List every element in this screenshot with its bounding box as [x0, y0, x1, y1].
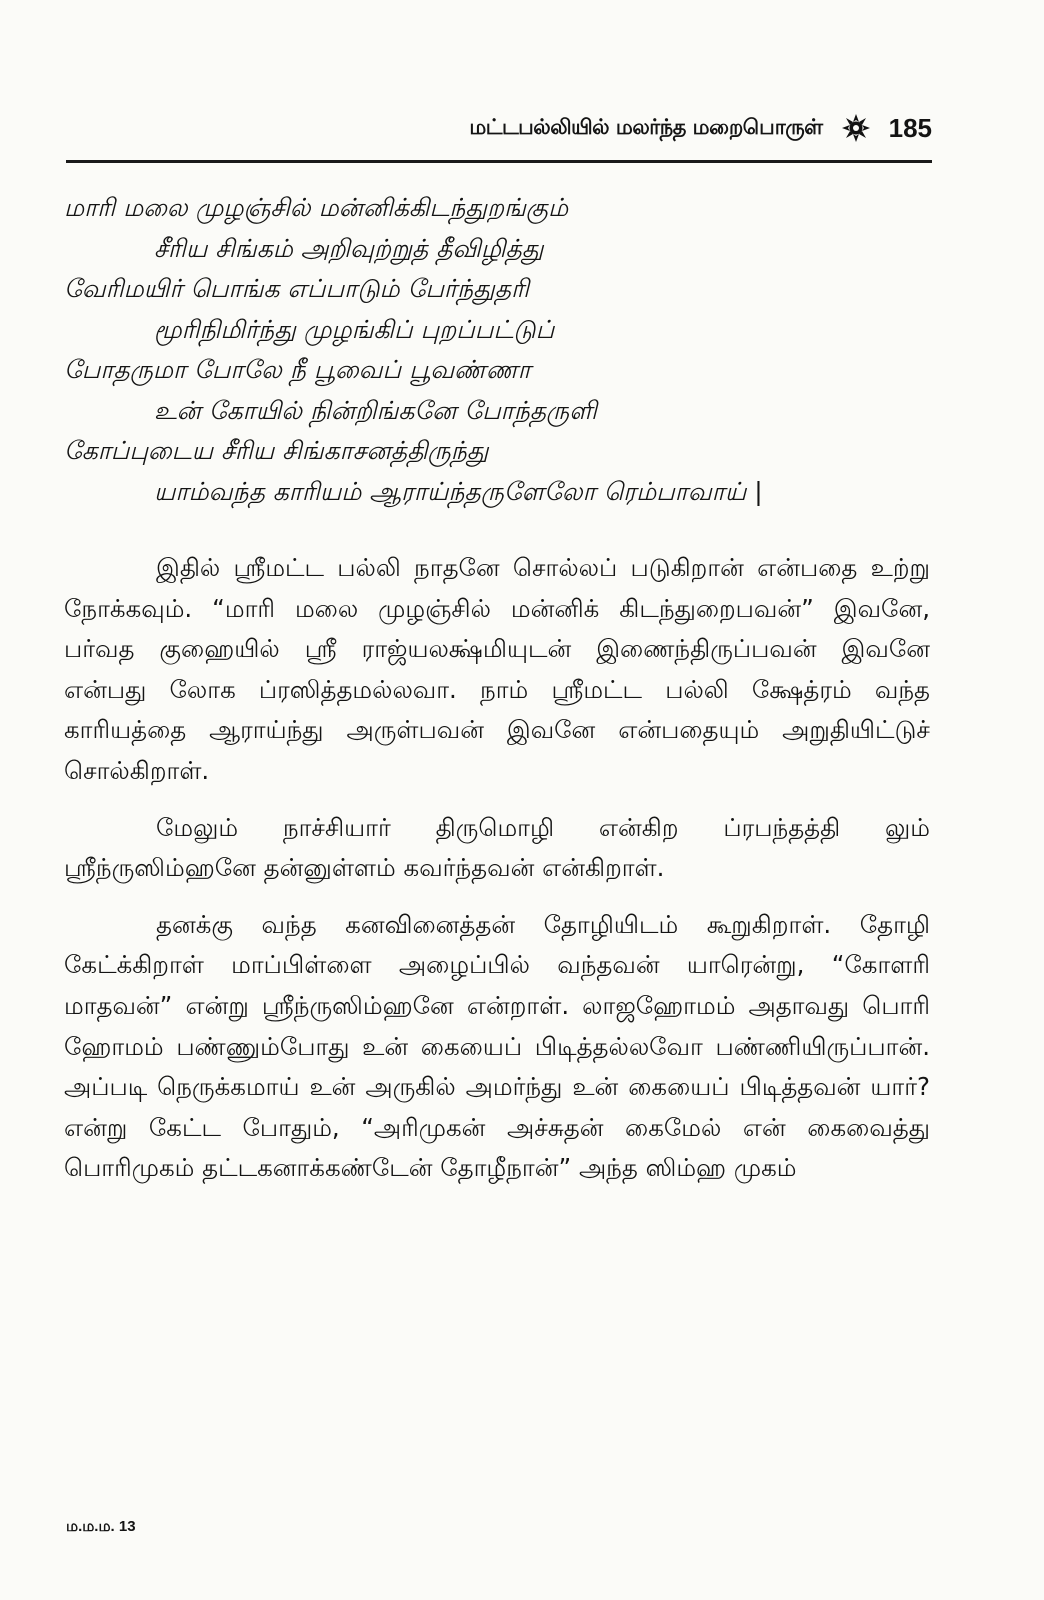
verse-line: வேரிமயிர் பொங்க எப்பாடும் பேர்ந்துதரி: [64, 274, 529, 303]
verse-line: உன் கோயில் நின்றிங்கனே போந்தருளி: [154, 395, 597, 425]
page-number: 185: [888, 112, 932, 143]
header-rule: [66, 160, 932, 163]
verse-line: மாரி மலை முழஞ்சில் மன்னிக்கிடந்துறங்கும்: [64, 193, 569, 222]
verse-line: மூரிநிமிர்ந்து முழங்கிப் புறப்பட்டுப்: [154, 314, 555, 344]
page-header: [66, 100, 932, 156]
paragraph: மேலும் நாச்சியார் திருமொழி என்கிற ப்ரபந்தத்தி லும் ஸ்ரீந்ருஸிம்ஹனே தன்னுள்ளம் கவர்ந்தவன் என்கிறாள்.: [64, 812, 930, 883]
flower-ornament-icon: [841, 113, 871, 143]
verse-line: சீரிய சிங்கம் அறிவுற்றுத் தீவிழித்து: [154, 233, 544, 263]
paragraph: இதில் ஸ்ரீமட்ட பல்லி நாதனே சொல்லப் படுகிறான் என்பதை உற்று நோக்கவும். “மாரி மலை முழஞ்சில் மன்னிக் கிடந்துறைபவன்” இவனே, பர்வத குஹையில் ஸ்ரீ ராஜ்யலக்ஷ்மியுடன் இணைந்திருப்பவன் இவனே என்பது லோக ப்ரஸித்தமல்லவா. நாம் ஸ்ரீமட்ட பல்லி க்ஷேத்ரம் வந்த காரியத்தை ஆராய்ந்து அருள்பவன் இவனே என்பதையும் அறுதியிட்டுச் சொல்கிறாள்.: [64, 553, 930, 785]
body-text: [64, 548, 930, 1205]
verse-line: போதருமா போலே நீ பூவைப் பூவண்ணா: [64, 355, 531, 384]
paragraph: தனக்கு வந்த கனவினைத்தன் தோழியிடம் கூறுகிறாள். தோழி கேட்க்கிறாள் மாப்பிள்ளை அழைப்பில் வந்தவன் யாரென்று, “கோளரி மாதவன்” என்று ஸ்ரீந்ருஸிம்ஹனே என்றாள். லாஜஹோமம் அதாவது பொரி ஹோமம் பண்ணும்போது உன் கையைப் பிடித்தல்லவோ பண்ணியிருப்பான். அப்படி நெருக்கமாய் உன் அருகில் அமர்ந்து உன் கையைப் பிடித்தவன் யார்? என்று கேட்ட போதும், “அரிமுகன் அச்சுதன் கைமேல் என் கைவைத்து பொரிமுகம் தட்டகனாக்கண்டேன் தோழீநான்” அந்த ஸிம்ஹ முகம்: [64, 909, 930, 1183]
verse-line: கோப்புடைய சீரிய சிங்காசனத்திருந்து: [64, 436, 489, 465]
running-title: மட்டபல்லியில் மலர்ந்த மறைபொருள்: [469, 114, 823, 139]
verse-line: யாம்வந்த காரியம் ஆராய்ந்தருளேலோ ரெம்பாவாய் |: [154, 476, 763, 506]
verse-block: [64, 188, 944, 512]
footer-signature: ம.ம.ம. 13: [66, 1518, 136, 1535]
